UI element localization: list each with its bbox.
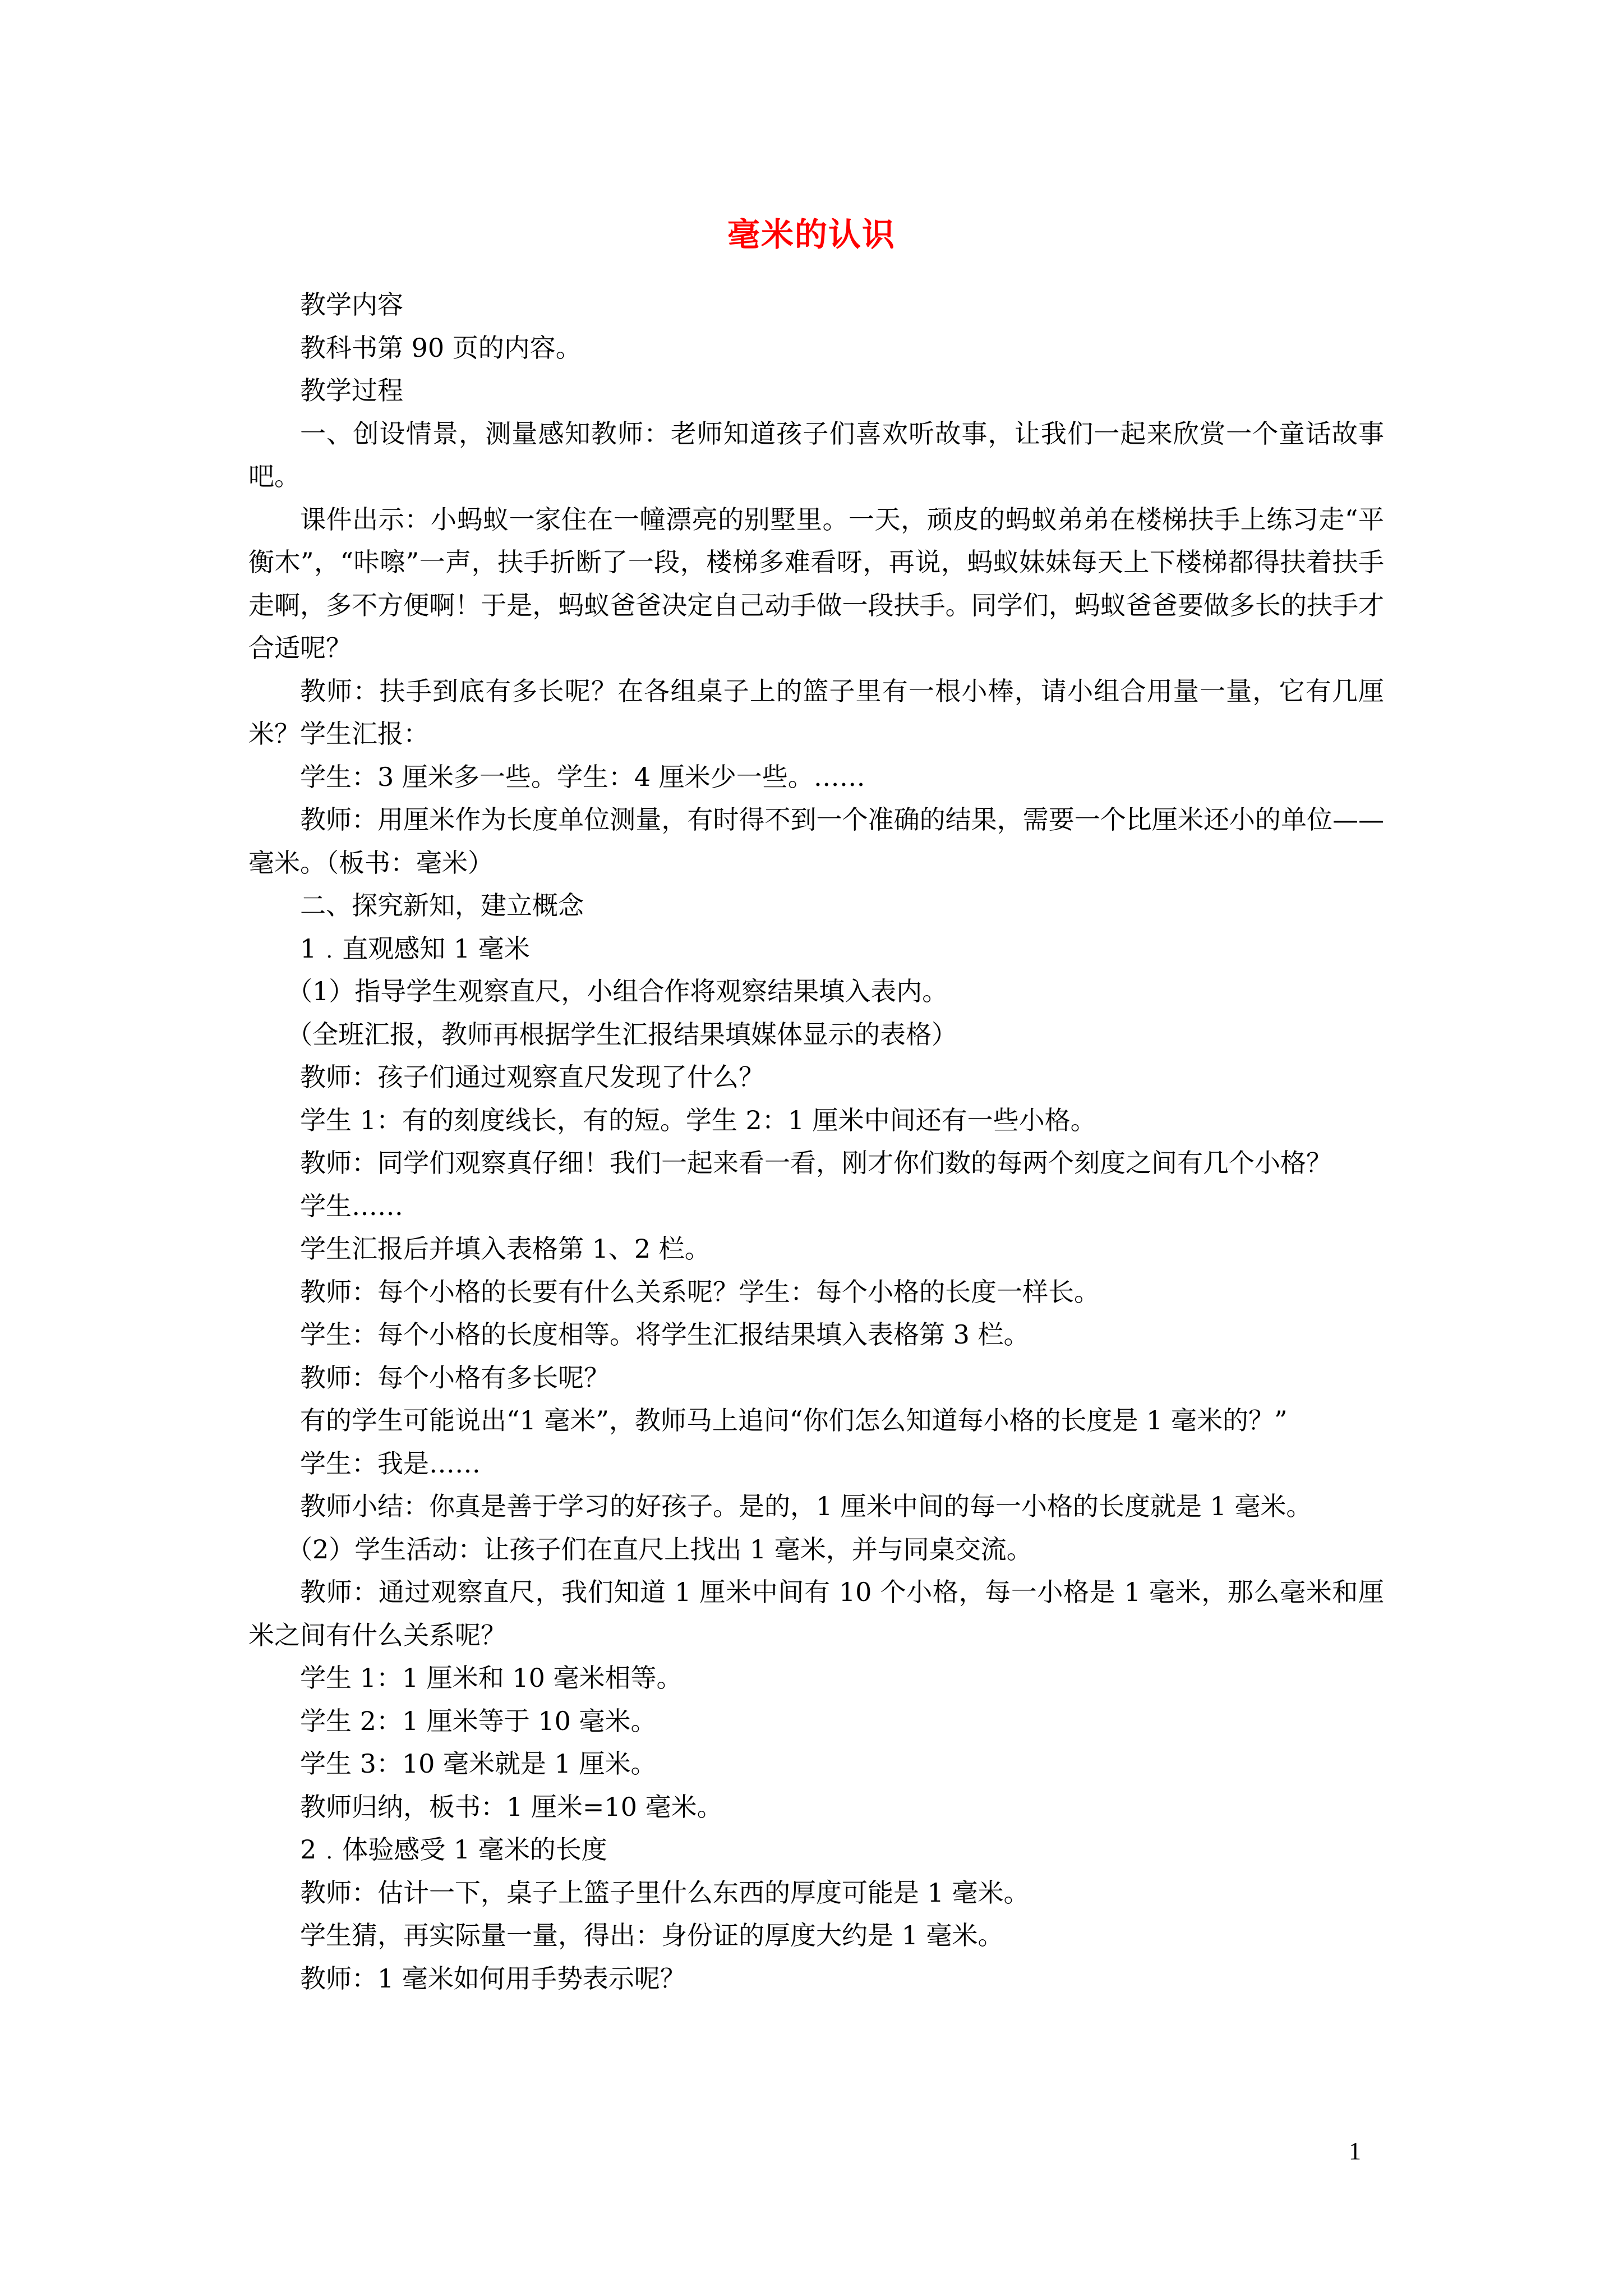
paragraph: 学生 1：有的刻度线长，有的短。学生 2：1 厘米中间还有一些小格。: [300, 1105, 1096, 1135]
paragraph: 教师小结：你真是善于学习的好孩子。是的，1 厘米中间的每一小格的长度就是 1 毫米。: [300, 1491, 1312, 1521]
paragraph: 学生：我是……: [300, 1448, 481, 1479]
paragraph: 学生：每个小格的长度相等。将学生汇报结果填入表格第 3 栏。: [300, 1319, 1030, 1350]
paragraph: 教师：估计一下，桌子上篮子里什么东西的厚度可能是 1 毫米。: [300, 1877, 1030, 1908]
paragraph: 学生……: [300, 1190, 403, 1221]
document-title: 毫米的认识: [727, 215, 896, 254]
paragraph: 教师：1 毫米如何用手势表示呢？: [300, 1963, 686, 1994]
page-number: 1: [1349, 2137, 1361, 2165]
paragraph: 教学内容: [300, 289, 403, 320]
paragraph: 一、创设情景，测量感知教师：老师知道孩子们喜欢听故事，让我们一起来欣赏一个童话故事吧。: [248, 418, 1384, 491]
paragraph: 教师：孩子们通过观察直尺发现了什么？: [300, 1062, 764, 1092]
paragraph: 学生汇报后并填入表格第 1、2 栏。: [300, 1234, 711, 1264]
paragraph: （1）指导学生观察直尺，小组合作将观察结果填入表内。: [287, 976, 948, 1006]
paragraph: （2）学生活动：让孩子们在直尺上找出 1 毫米，并与同桌交流。: [287, 1534, 1032, 1565]
paragraph: 学生 3：10 毫米就是 1 厘米。: [300, 1749, 657, 1779]
paragraph: 1﹒直观感知 1 毫米: [300, 933, 530, 964]
paragraph: 教师：每个小格的长要有什么关系呢？学生：每个小格的长度一样长。: [300, 1276, 1100, 1307]
paragraph: 教师：每个小格有多长呢？: [300, 1362, 610, 1393]
paragraph: 教师归纳，板书：1 厘米=10 毫米。: [300, 1791, 723, 1822]
paragraph: 教学过程: [300, 375, 403, 406]
paragraph: （全班汇报，教师再根据学生汇报结果填媒体显示的表格）: [287, 1019, 957, 1050]
paragraph: 学生猜，再实际量一量，得出：身份证的厚度大约是 1 毫米。: [300, 1920, 1004, 1950]
paragraph: 课件出示：小蚂蚁一家住在一幢漂亮的别墅里。一天，顽皮的蚂蚁弟弟在楼梯扶手上练习走“平衡木”，“咔嚓”一声，扶手折断了一段，楼梯多难看呀，再说，蚂蚁妹妹每天上下楼梯都得扶着扶手走啊，多不方便啊！于是，蚂蚁爸爸决定自己动手做一段扶手。同学们，蚂蚁爸爸要做多长的扶手才合适呢？: [248, 504, 1384, 663]
paragraph: 教师：用厘米作为长度单位测量，有时得不到一个准确的结果，需要一个比厘米还小的单位——毫米。（板书：毫米）: [248, 804, 1384, 878]
paragraph: 教师：扶手到底有多长呢？在各组桌子上的篮子里有一根小棒，请小组合用量一量，它有几厘米？学生汇报：: [248, 675, 1384, 749]
paragraph: 学生 2：1 厘米等于 10 毫米。: [300, 1705, 657, 1736]
paragraph: 教师：通过观察直尺，我们知道 1 厘米中间有 10 个小格，每一小格是 1 毫米，那么毫米和厘米之间有什么关系呢？: [248, 1577, 1384, 1650]
paragraph: 学生 1：1 厘米和 10 毫米相等。: [300, 1663, 683, 1693]
paragraph: 2﹒体验感受 1 毫米的长度: [300, 1834, 607, 1865]
paragraph: 学生：3 厘米多一些。学生：4 厘米少一些。……: [300, 761, 865, 792]
paragraph: 二、探究新知，建立概念: [300, 890, 584, 921]
paragraph: 教科书第 90 页的内容。: [300, 332, 582, 363]
paragraph: 有的学生可能说出“1 毫米”，教师马上追问“你们怎么知道每小格的长度是 1 毫米的？”: [300, 1405, 1288, 1435]
document-body: [248, 283, 1384, 2000]
paragraph: 教师：同学们观察真仔细！我们一起来看一看，刚才你们数的每两个刻度之间有几个小格？: [300, 1148, 1332, 1178]
